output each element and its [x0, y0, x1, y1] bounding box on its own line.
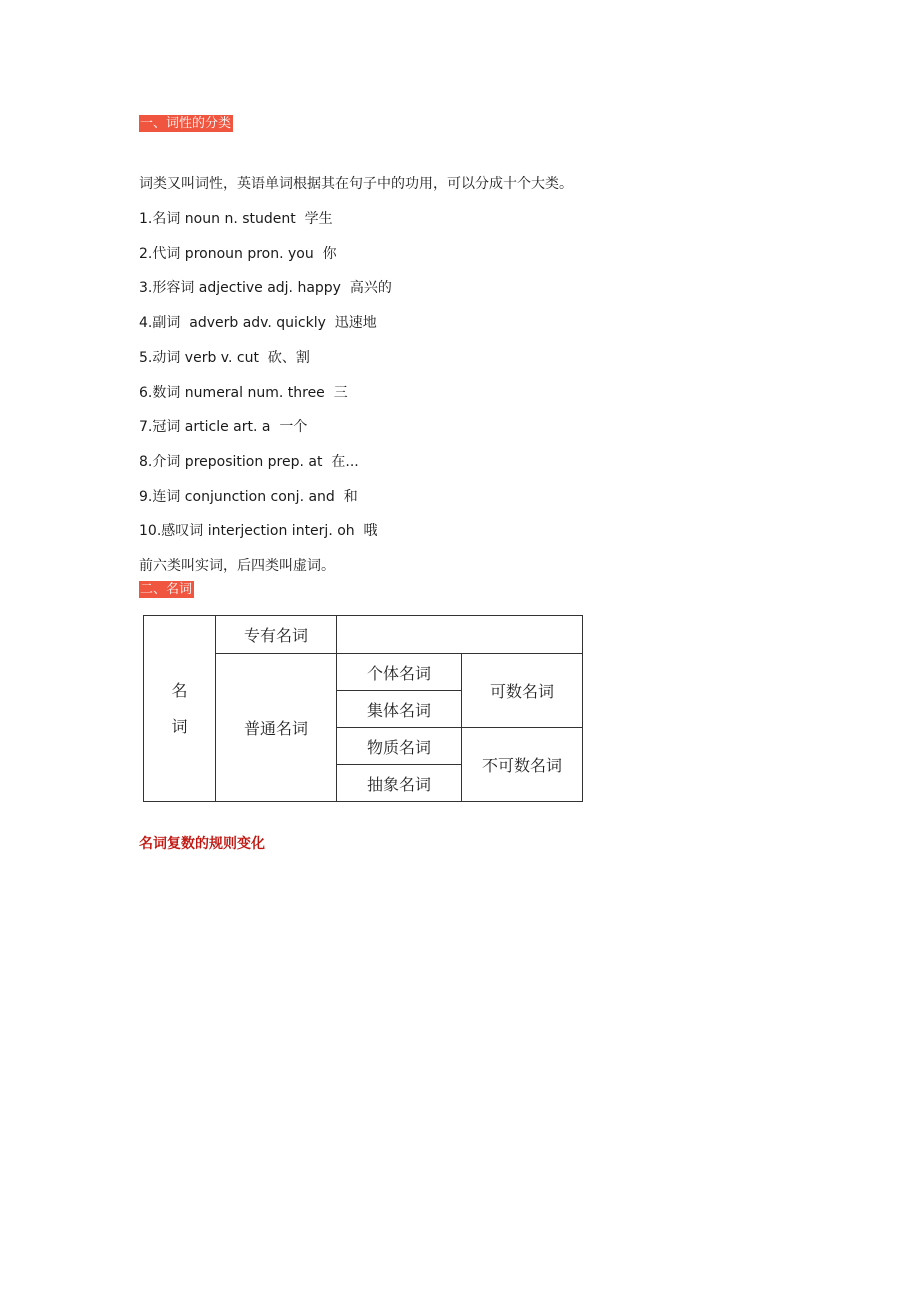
- table-cell-abstract-noun: 抽象名词: [337, 765, 462, 802]
- summary-paragraph: 前六类叫实词，后四类叫虚词。: [139, 558, 335, 574]
- table-cell-material-noun: 物质名词: [337, 728, 462, 765]
- word-class-item: 1.名词 noun n. student 学生: [139, 211, 333, 227]
- word-class-item: 5.动词 verb v. cut 砍、割: [139, 350, 310, 366]
- word-class-item: 6.数词 numeral num. three 三: [139, 385, 348, 401]
- table-cell-countable-noun: 可数名词: [462, 654, 583, 728]
- word-class-item: 2.代词 pronoun pron. you 你: [139, 246, 337, 262]
- noun-root-char-1: 名: [171, 680, 188, 700]
- table-cell-uncountable-noun: 不可数名词: [462, 728, 583, 802]
- table-cell-proper-noun: 专有名词: [216, 616, 337, 654]
- noun-root-char-2: 词: [171, 716, 188, 736]
- table-cell-common-noun: 普通名词: [216, 654, 337, 802]
- word-class-item: 3.形容词 adjective adj. happy 高兴的: [139, 280, 392, 296]
- word-class-item: 4.副词 adverb adv. quickly 迅速地: [139, 315, 377, 331]
- sub-heading-plural-rules: 名词复数的规则变化: [139, 836, 265, 852]
- table-cell-noun-root: [144, 616, 216, 802]
- word-class-item: 9.连词 conjunction conj. and 和: [139, 489, 358, 505]
- word-class-list: [139, 0, 739, 560]
- intro-paragraph: 词类又叫词性，英语单词根据其在句子中的功用，可以分成十个大类。: [139, 176, 573, 192]
- table-cell-empty: [337, 616, 583, 654]
- word-class-item: 7.冠词 article art. a 一个: [139, 419, 308, 435]
- word-class-item: 8.介词 preposition prep. at 在...: [139, 454, 359, 470]
- table-cell-collective-noun: 集体名词: [337, 691, 462, 728]
- section-heading-classification: 一、词性的分类: [140, 116, 232, 131]
- section-heading-noun: 二、名词: [140, 582, 193, 597]
- word-class-item: 10.感叹词 interjection interj. oh 哦: [139, 523, 378, 539]
- noun-classification-table: [143, 615, 583, 802]
- table-cell-individual-noun: 个体名词: [337, 654, 462, 691]
